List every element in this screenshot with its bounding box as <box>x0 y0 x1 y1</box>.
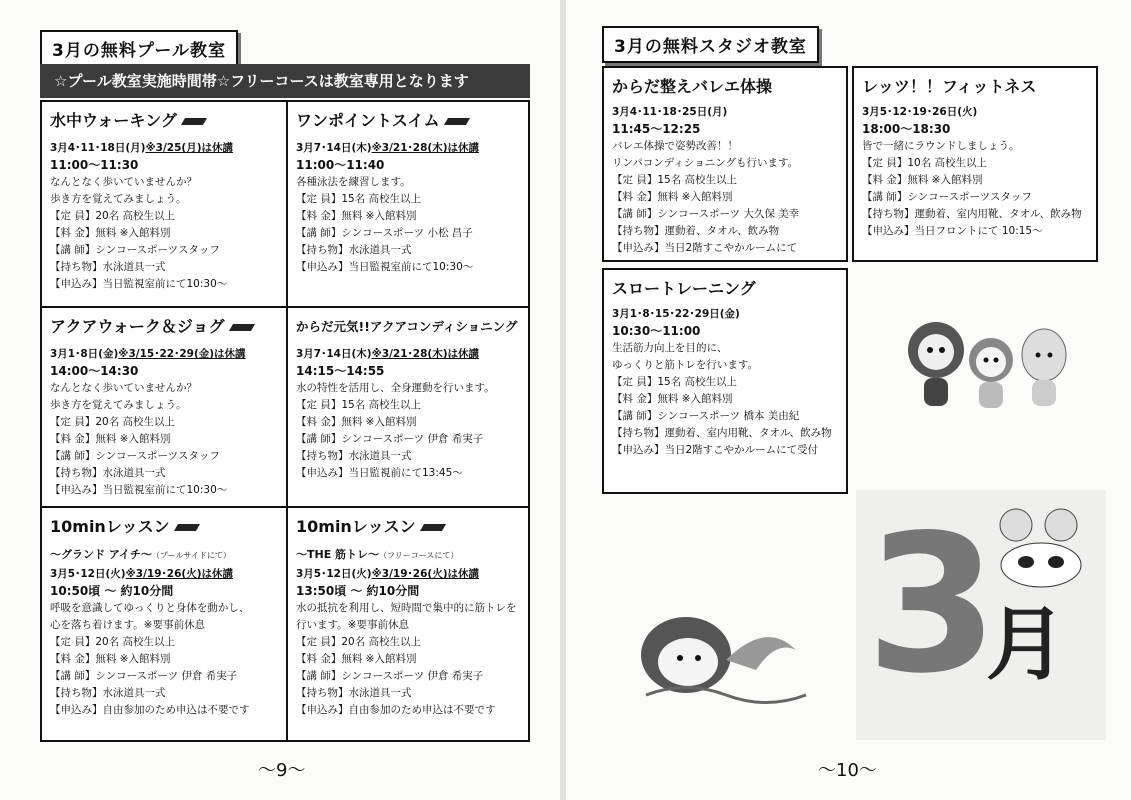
class-bring: 【持ち物】水泳道具一式 <box>50 261 166 273</box>
class-capacity: 【定 員】15名 高校生以上 <box>296 399 422 411</box>
class-apply: 【申込み】当日監視室前にて10:30～ <box>50 484 228 496</box>
class-bring: 【持ち物】運動着、室内用靴、タオル、飲み物 <box>862 208 1082 220</box>
big-month-number: 3 <box>866 494 999 715</box>
class-time: 18:00～18:30 <box>862 122 951 136</box>
class-capacity: 【定 員】15名 高校生以上 <box>296 193 422 205</box>
class-capacity: 【定 員】20名 高校生以上 <box>296 636 422 648</box>
class-bring: 【持ち物】水泳道具一式 <box>50 467 166 479</box>
class-desc: バレエ体操で姿勢改善！！ <box>612 140 738 152</box>
studio-class-card <box>602 268 848 494</box>
class-title: アクアウォーク＆ジョグ <box>50 314 280 340</box>
class-instructor: 【講 師】シンコースポーツ 伊倉 希実子 <box>296 433 484 445</box>
class-time: 11:45～12:25 <box>612 122 701 136</box>
right-page <box>566 0 1131 800</box>
class-dates: 3月4･11･18･25日(月) <box>612 106 728 118</box>
class-bring: 【持ち物】運動着、タオル、飲み物 <box>612 225 780 237</box>
class-bring: 【持ち物】水泳道具一式 <box>50 687 166 699</box>
pool-time-banner: ☆プール教室実施時間帯☆フリーコースは教室専用となります <box>40 64 530 98</box>
page-number: ～9～ <box>258 760 306 781</box>
class-title: からだ整えバレエ体操 <box>612 77 773 96</box>
class-fee: 【料 金】無料 ※入館料別 <box>296 653 417 665</box>
class-desc: 生活筋力向上を目的に、 <box>612 342 728 354</box>
class-dates: 3月5･12日(火) <box>296 568 372 580</box>
class-fee: 【料 金】無料 ※入館料別 <box>296 416 417 428</box>
class-instructor: 【講 師】シンコースポーツスタッフ <box>50 450 220 462</box>
class-bring: 【持ち物】水泳道具一式 <box>296 450 412 462</box>
class-capacity: 【定 員】15名 高校生以上 <box>612 174 738 186</box>
class-desc: 歩き方を覚えてみましょう。 <box>50 399 187 411</box>
class-bring: 【持ち物】運動着、室内用靴、タオル、飲み物 <box>612 427 832 439</box>
mascot-characters-illustration <box>896 300 1076 420</box>
class-bring: 【持ち物】水泳道具一式 <box>296 687 412 699</box>
class-capacity: 【定 員】20名 高校生以上 <box>50 636 176 648</box>
class-desc: 呼吸を意識してゆっくりと身体を動かし、 <box>50 602 250 614</box>
class-fee: 【料 金】無料 ※入館料別 <box>612 393 733 405</box>
class-dates: 3月7･14日(木) <box>296 142 372 154</box>
class-subnote: （プールサイドにて） <box>151 551 231 560</box>
studio-page-title: 3月の無料スタジオ教室 <box>602 26 819 63</box>
swimmer-mascot-illustration <box>626 600 826 710</box>
class-desc: 心を落ち着けます。※要事前休息 <box>50 619 205 631</box>
class-subtitle: ～THE 筋トレ～ <box>296 548 380 561</box>
class-instructor: 【講 師】シンコースポーツ 伊倉 希実子 <box>50 670 238 682</box>
class-desc: 水の抵抗を利用し、短時間で集中的に筋トレを <box>296 602 517 614</box>
class-dates: 3月5･12日(火) <box>50 568 126 580</box>
studio-class-card <box>852 66 1098 262</box>
class-dates: 3月1･8･15･22･29日(金) <box>612 308 740 320</box>
class-bring: 【持ち物】水泳道具一式 <box>296 244 412 256</box>
class-instructor: 【講 師】シンコースポーツ 伊倉 希実子 <box>296 670 484 682</box>
class-instructor: 【講 師】シンコースポーツスタッフ <box>862 191 1032 203</box>
class-instructor: 【講 師】シンコースポーツ 小松 昌子 <box>296 227 473 239</box>
class-title: 10minレッスン <box>296 514 522 540</box>
class-time: 14:15～14:55 <box>296 364 385 378</box>
pool-class-card <box>288 308 528 506</box>
class-apply: 【申込み】当日フロントにて 10:15～ <box>862 225 1043 237</box>
class-desc: リンパコンディショニングも行います。 <box>612 157 799 169</box>
class-subtitle: ～グランド アイチ～ <box>50 548 152 561</box>
class-apply: 【申込み】当日2階すこやかルームにて受付 <box>612 444 819 456</box>
class-title: スロートレーニング <box>612 279 756 298</box>
hina-doll-panda-icon <box>986 500 1096 590</box>
pool-icon <box>420 524 446 531</box>
pool-class-card <box>42 508 286 740</box>
pool-icon <box>174 524 200 531</box>
class-desc: 皆で一緒にラウンドしましょう。 <box>862 140 1020 152</box>
class-subnote: （フリーコースにて） <box>379 551 459 560</box>
class-capacity: 【定 員】20名 高校生以上 <box>50 416 176 428</box>
class-apply: 【申込み】当日監視室前にて10:30～ <box>50 278 228 290</box>
class-apply: 【申込み】自由参加のため申込は不要です <box>296 704 496 716</box>
pool-class-card <box>42 308 286 506</box>
class-apply: 【申込み】当日監視室前にて10:30～ <box>296 261 474 273</box>
class-fee: 【料 金】無料 ※入館料別 <box>612 191 733 203</box>
class-desc: 水の特性を活用し、全身運動を行います。 <box>296 382 495 394</box>
class-dates: 3月1･8日(金) <box>50 348 119 360</box>
class-fee: 【料 金】無料 ※入館料別 <box>296 210 417 222</box>
class-cancel-note: ※3/15･22･29(金)は休講 <box>118 348 246 360</box>
class-time: 13:50頃 ～ 約10分間 <box>296 584 420 598</box>
studio-class-card <box>602 66 848 262</box>
class-capacity: 【定 員】20名 高校生以上 <box>50 210 176 222</box>
class-title: ワンポイントスイム <box>296 108 522 134</box>
class-instructor: 【講 師】シンコースポーツ 大久保 美幸 <box>612 208 800 220</box>
class-desc: 各種泳法を練習します。 <box>296 176 411 188</box>
class-dates: 3月5･12･19･26日(火) <box>862 106 978 118</box>
class-dates: 3月7･14日(木) <box>296 348 372 360</box>
class-apply: 【申込み】当日2階すこやかルームにて <box>612 242 798 254</box>
class-time: 10:30～11:00 <box>612 324 701 338</box>
class-apply: 【申込み】当日監視前にて13:45～ <box>296 467 463 479</box>
pool-class-card <box>288 102 528 306</box>
class-cancel-note: ※3/25(月)は休講 <box>145 142 233 154</box>
class-apply: 【申込み】自由参加のため申込は不要です <box>50 704 250 716</box>
class-title: からだ元気!!アクアコンディショニング <box>296 319 518 334</box>
class-desc: ゆっくりと筋トレを行います。 <box>612 359 759 371</box>
class-title: レッツ！！フィットネス <box>862 77 1037 96</box>
class-cancel-note: ※3/19･26(火)は休講 <box>125 568 233 580</box>
class-desc: なんとなく歩いていませんか？ <box>50 176 197 188</box>
class-desc: 歩き方を覚えてみましょう。 <box>50 193 187 205</box>
class-cancel-note: ※3/19･26(火)は休講 <box>371 568 479 580</box>
class-instructor: 【講 師】シンコースポーツスタッフ <box>50 244 220 256</box>
class-desc: 行います。※要事前休息 <box>296 619 409 631</box>
class-time: 11:00～11:30 <box>50 158 139 172</box>
class-time: 11:00～11:40 <box>296 158 385 172</box>
class-title: 水中ウォーキング <box>50 108 280 134</box>
page-number: ～10～ <box>818 760 877 781</box>
class-cancel-note: ※3/21･28(木)は休講 <box>371 348 479 360</box>
class-capacity: 【定 員】10名 高校生以上 <box>862 157 988 169</box>
class-fee: 【料 金】無料 ※入館料別 <box>50 653 171 665</box>
class-instructor: 【講 師】シンコースポーツ 橋本 美由紀 <box>612 410 800 422</box>
class-cancel-note: ※3/21･28(木)は休講 <box>371 142 479 154</box>
pool-class-card <box>42 102 286 306</box>
class-capacity: 【定 員】15名 高校生以上 <box>612 376 738 388</box>
pool-icon <box>181 118 207 125</box>
class-desc: なんとなく歩いていませんか？ <box>50 382 197 394</box>
pool-class-grid <box>40 100 530 742</box>
march-illustration <box>856 490 1106 740</box>
pool-page-title: 3月の無料プール教室 <box>40 30 238 67</box>
class-time: 14:00～14:30 <box>50 364 139 378</box>
class-fee: 【料 金】無料 ※入館料別 <box>50 227 171 239</box>
class-title: 10minレッスン <box>50 514 280 540</box>
left-page <box>0 0 562 800</box>
class-fee: 【料 金】無料 ※入館料別 <box>862 174 983 186</box>
pool-icon <box>444 118 470 125</box>
class-fee: 【料 金】無料 ※入館料別 <box>50 433 171 445</box>
big-month-kanji: 月 <box>986 598 1066 691</box>
class-time: 10:50頃 ～ 約10分間 <box>50 584 174 598</box>
class-dates: 3月4･11･18日(月) <box>50 142 146 154</box>
pool-class-card <box>288 508 528 740</box>
pool-icon <box>229 324 255 331</box>
